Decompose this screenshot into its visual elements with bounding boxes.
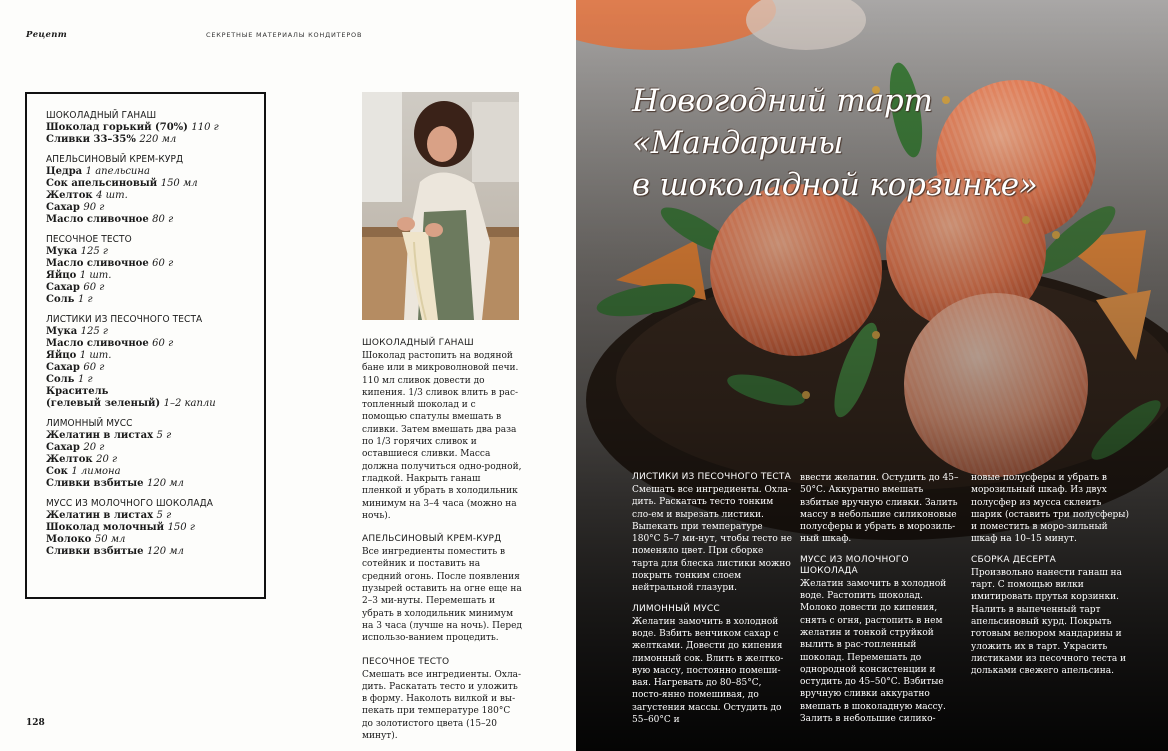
ingredient-qty: 60 г <box>83 282 105 293</box>
ingredient-name: Краситель <box>46 386 109 397</box>
method-text: Все ингредиенты поместить в сотейник и поставить на средний огонь. После появления пузырей оставить на огне еще на 2–3 ми-нуты. Перемешать и убрать в холодильник минимум на 3 часа (лучше на ночь). Перед использо-ванием процедить. <box>362 547 522 644</box>
method-column-3 <box>971 472 1131 686</box>
page-title <box>632 80 1152 206</box>
ingredient-name: Масло сливочное <box>46 338 149 349</box>
ingredient-name: Яйцо <box>46 270 77 281</box>
ingredient-name: Сок <box>46 466 68 477</box>
ingredient-heading: ЛИМОННЫЙ МУСС <box>46 418 133 429</box>
ingredient-qty: 80 г <box>152 214 174 225</box>
ingredient-name: (гелевый зеленый) <box>46 398 161 409</box>
ingredient-line <box>46 326 264 338</box>
ingredient-qty: 1 шт. <box>79 270 112 281</box>
ingredient-name: Соль <box>46 294 75 305</box>
ingredient-name: Молоко <box>46 534 92 545</box>
ingredient-name: Желатин в листах <box>46 510 154 521</box>
ingredient-name: Желток <box>46 454 93 465</box>
title-line: в шоколадной корзинке» <box>632 167 1038 203</box>
method-block <box>362 657 522 743</box>
title-line: «Мандарины <box>632 125 844 161</box>
ingredient-line <box>46 522 264 534</box>
ingredient-name: Желток <box>46 190 93 201</box>
ingredient-section <box>46 314 264 410</box>
ingredient-line <box>46 430 264 442</box>
left-page <box>0 0 576 751</box>
ingredient-section <box>46 110 264 146</box>
ingredient-line <box>46 294 264 306</box>
method-block <box>971 472 1131 546</box>
ingredient-line <box>46 190 264 202</box>
ingredient-qty: 60 г <box>152 258 174 269</box>
method-block <box>362 338 522 522</box>
ingredient-name: Шоколад молочный <box>46 522 165 533</box>
ingredient-qty: 1 шт. <box>79 350 112 361</box>
title-line: Новогодний тарт <box>632 83 933 119</box>
ingredient-qty: 20 г <box>83 442 105 453</box>
ingredient-line <box>46 122 264 134</box>
ingredient-qty: 1 апельсина <box>85 166 150 177</box>
ingredient-line <box>46 246 264 258</box>
ingredient-qty: 125 г <box>80 326 108 337</box>
method-block <box>971 555 1131 678</box>
method-heading: ПЕСОЧНОЕ ТЕСТО <box>362 656 450 667</box>
ingredient-name: Мука <box>46 326 78 337</box>
ingredient-line <box>46 134 264 146</box>
method-column-left <box>362 338 522 751</box>
ingredient-qty: 1 лимона <box>71 466 121 477</box>
ingredient-name: Сахар <box>46 362 80 373</box>
method-text: Смешать все ингредиенты. Охла-дить. Раскатать тесто тонким сло-ем и вырезать листики. Выпекать при температуре 180°С 5–7 ми-нут, чтобы тесто не поменяло цвет. При сборке тарта для блеска листики можно покрыть тонким слоем нейтральной глазури. <box>632 485 792 594</box>
ingredient-qty: 60 г <box>152 338 174 349</box>
ingredient-heading: АПЕЛЬСИНОВЫЙ КРЕМ-КУРД <box>46 154 184 165</box>
ingredient-name: Яйцо <box>46 350 77 361</box>
ingredient-name: Цедра <box>46 166 83 177</box>
right-page <box>576 0 1168 751</box>
ingredient-line <box>46 534 264 546</box>
ingredient-heading: ПЕСОЧНОЕ ТЕСТО <box>46 234 132 245</box>
ingredient-name: Соль <box>46 374 75 385</box>
ingredient-line <box>46 546 264 558</box>
ingredient-section <box>46 234 264 306</box>
ingredient-line <box>46 202 264 214</box>
ingredient-line <box>46 258 264 270</box>
ingredient-line <box>46 478 264 490</box>
ingredient-line <box>46 270 264 282</box>
ingredient-qty: 150 мл <box>160 178 198 189</box>
method-text: Произвольно нанести ганаш на тарт. С помощью вилки имитировать прутья корзинки. Налить в выпеченный тарт апельсиновый курд. Покрыть готовым велюром мандарины и уложить их в тарт. Украсить листиками из песочного теста и дольками свежего апельсина. <box>971 567 1127 677</box>
ingredient-name: Сливки 33–35% <box>46 134 136 145</box>
ingredient-qty: 110 г <box>191 122 219 133</box>
section-label: Рецепт <box>26 30 68 40</box>
method-block <box>632 472 792 595</box>
ingredient-qty: 120 мл <box>146 546 184 557</box>
running-head <box>26 30 556 42</box>
method-block <box>632 604 792 727</box>
method-text: Смешать все ингредиенты. Охла-дить. Раскатать тесто и уложить в форму. Наколоть вилкой и вы-пекать при температуре 180°С до золотистого цвета (15–20 минут). <box>362 669 522 742</box>
ingredient-line <box>46 178 264 190</box>
method-block <box>800 555 960 726</box>
method-block <box>800 472 960 546</box>
ingredient-name: Масло сливочное <box>46 214 149 225</box>
ingredient-section <box>46 154 264 226</box>
ingredient-section <box>46 418 264 490</box>
ingredient-heading: ШОКОЛАДНЫЙ ГАНАШ <box>46 110 157 121</box>
method-heading: СБОРКА ДЕСЕРТА <box>971 554 1056 565</box>
method-text: ввести желатин. Остудить до 45–50°С. Аккуратно вмешать взбитые вручную сливки. Залить массу в небольшие силиконовые полусферы и убрать в морозиль-ный шкаф. <box>800 473 959 545</box>
ingredient-name: Мука <box>46 246 78 257</box>
ingredient-line <box>46 454 264 466</box>
ingredient-name: Шоколад горький (70%) <box>46 122 188 133</box>
ingredient-qty: 4 шт. <box>96 190 128 201</box>
ingredient-line <box>46 214 264 226</box>
ingredient-line <box>46 362 264 374</box>
ingredient-name: Масло сливочное <box>46 258 149 269</box>
method-heading: ШОКОЛАДНЫЙ ГАНАШ <box>362 338 474 348</box>
ingredient-qty: 1 г <box>77 294 93 305</box>
ingredient-qty: 5 г <box>156 430 172 441</box>
ingredient-line <box>46 398 264 410</box>
page-number: 128 <box>26 718 45 728</box>
ingredient-section <box>46 498 264 558</box>
method-column-1 <box>632 472 792 735</box>
ingredient-qty: 125 г <box>80 246 108 257</box>
ingredient-qty: 120 мл <box>146 478 184 489</box>
method-block <box>362 534 522 644</box>
ingredient-line <box>46 442 264 454</box>
ingredient-line <box>46 510 264 522</box>
method-heading: ЛИМОННЫЙ МУСС <box>632 603 720 614</box>
ingredient-line <box>46 466 264 478</box>
ingredient-qty: 220 мл <box>139 134 177 145</box>
ingredient-name: Сливки взбитые <box>46 546 144 557</box>
method-text: новые полусферы и убрать в морозильный шкаф. Из двух полусфер из мусса склеить шарик (оставить три полусферы) и поместить в моро-зильный шкаф на 10–15 минут. <box>971 473 1129 545</box>
method-heading: АПЕЛЬСИНОВЫЙ КРЕМ-КУРД <box>362 534 502 545</box>
ingredient-heading: ЛИСТИКИ ИЗ ПЕСОЧНОГО ТЕСТА <box>46 314 203 325</box>
ingredient-qty: 1–2 капли <box>163 398 216 409</box>
ingredient-name: Желатин в листах <box>46 430 154 441</box>
ingredient-heading: МУСС ИЗ МОЛОЧНОГО ШОКОЛАДА <box>46 498 214 509</box>
method-text: Желатин замочить в холодной воде. Растопить шоколад. Молоко довести до кипения, снять с огня, растопить в нем желатин и тонкой струйкой вылить в рас-топленный шоколад. Перемешать до однородной консистенции и остудить до 45–50°С. Взбитые вручную сливки аккуратно вмешать в шоколадную массу. Залить в небольшие силико- <box>800 578 947 725</box>
ingredient-line <box>46 374 264 386</box>
running-title: СЕКРЕТНЫЕ МАТЕРИАЛЫ КОНДИТЕРОВ <box>206 31 363 39</box>
ingredient-line <box>46 282 264 294</box>
ingredient-qty: 1 г <box>77 374 93 385</box>
ingredient-qty: 5 г <box>156 510 172 521</box>
ingredient-line <box>46 386 264 398</box>
ingredient-line <box>46 350 264 362</box>
ingredient-line <box>46 338 264 350</box>
baker-photo <box>362 92 519 320</box>
method-column-2 <box>800 472 960 734</box>
method-text: Шоколад растопить на водяной бане или в микроволновой печи. 110 мл сливок довести до кипения. 1/3 сливок влить в рас-топленный шоколад и с помощью спатулы вмешать в сливки. Затем вмешать два раза по 1/3 горячих сливок и оставшиеся сливки. Масса должна получиться одно-родной, гладкой. Накрыть ганаш пленкой и убрать в холодильник минимум на 3–4 часа (можно на ночь). <box>362 351 522 521</box>
method-heading: МУСС ИЗ МОЛОЧНОГО ШОКОЛАДА <box>800 554 909 576</box>
ingredient-qty: 60 г <box>83 362 105 373</box>
ingredient-qty: 150 г <box>167 522 195 533</box>
ingredient-qty: 20 г <box>96 454 118 465</box>
method-heading: ЛИСТИКИ ИЗ ПЕСОЧНОГО ТЕСТА <box>632 472 791 482</box>
ingredient-qty: 90 г <box>83 202 105 213</box>
ingredient-name: Сахар <box>46 442 80 453</box>
ingredient-name: Сахар <box>46 282 80 293</box>
ingredient-name: Сливки взбитые <box>46 478 144 489</box>
ingredient-name: Сок апельсиновый <box>46 178 158 189</box>
ingredient-qty: 50 мл <box>94 534 126 545</box>
ingredient-name: Сахар <box>46 202 80 213</box>
ingredient-line <box>46 166 264 178</box>
ingredients-box <box>25 92 266 599</box>
method-text: Желатин замочить в холодной воде. Взбить венчиком сахар с желтками. Довести до кипения лимонный сок. Влить в желтко-вую массу, постоянно помеши-вая. Нагревать до 80–85°С, посто-янно помешивая, до загустения массы. Остудить до 55–60°С и <box>632 616 784 726</box>
